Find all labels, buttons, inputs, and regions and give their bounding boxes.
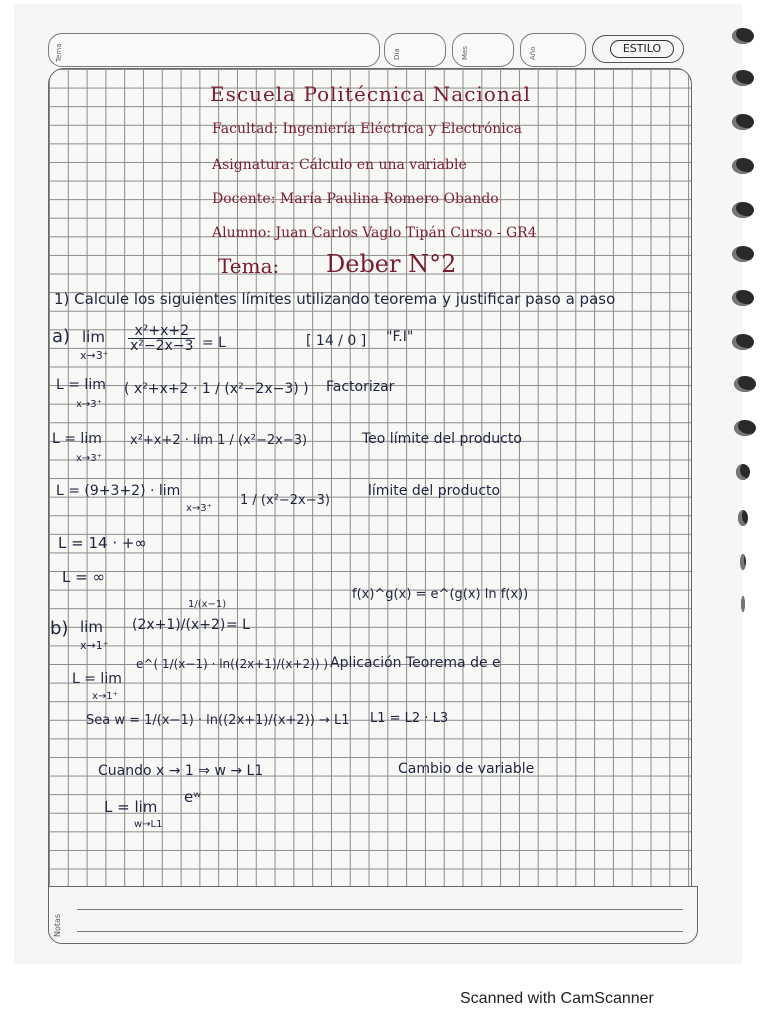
a-step4: L = 14 · +∞ (58, 534, 147, 552)
a-denominator: x²−2x−3 (130, 338, 194, 354)
tema-box (48, 33, 380, 67)
b-step2-note: L1 = L2 · L3 (370, 711, 449, 726)
mes-box (452, 33, 514, 67)
mes-label: Mes (461, 46, 469, 60)
a-step3-expr: 1 / (x²−2x−3) (240, 493, 330, 508)
b-step4-sub: w→L1 (134, 819, 163, 830)
a-step1-expr: ( x²+x+2 · 1 / (x²−2x−3) ) (124, 381, 309, 397)
b-step1-note: Aplicación Teorema de e (330, 655, 501, 671)
a-step5: L = ∞ (62, 568, 105, 586)
ano-label: Año (529, 46, 537, 60)
camscanner-footer: Scanned with CamScanner (460, 990, 654, 1007)
b-lim: lim (80, 618, 103, 636)
a-step2-left: L = lim (52, 431, 102, 447)
b-lim-sub: x→1⁺ (80, 639, 109, 652)
part-b-label: b) (50, 618, 69, 639)
a-step3-sub: x→3⁺ (186, 503, 212, 514)
b-exp-rule: f(x)^g(x) = e^(g(x) ln f(x)) (352, 587, 529, 602)
faculty-line: Facultad: Ingeniería Eléctrica y Electrónica (212, 121, 522, 137)
a-numerator: x²+x+2 (128, 324, 195, 339)
teacher-line: Docente: María Paulina Romero Obando (212, 191, 499, 207)
a-step2-sub: x→3⁺ (76, 453, 102, 464)
ano-box (520, 33, 586, 67)
b-step1-expr: e^( 1/(x−1) · ln((2x+1)/(x+2)) ) (136, 657, 328, 671)
a-step3-note: límite del producto (368, 483, 501, 499)
student-line: Alumno: Juan Carlos Vaglo Tipán Curso - GR4 (212, 225, 537, 241)
b-step4-expr: eʷ (184, 788, 201, 806)
tema-label: Tema (55, 43, 63, 62)
exercise-prompt: 1) Calcule los siguientes límites utilizando teorema y justificar paso a paso (54, 290, 616, 308)
b-step3: Cuando x → 1 ⇒ w → L1 (98, 763, 264, 779)
notes-bar (48, 886, 698, 944)
a-lim-sub: x→3⁺ (80, 349, 109, 362)
brand-logo: ESTILO (610, 40, 674, 58)
dia-label: Día (393, 48, 401, 60)
a-lim: lim (82, 328, 105, 346)
a-step2-expr: x²+x+2 · lim 1 / (x²−2x−3) (130, 433, 308, 448)
b-exponent: 1/(x−1) (188, 599, 227, 610)
b-equals-l: = L (226, 617, 250, 633)
notes-label: Notas (53, 913, 62, 937)
dia-box (384, 33, 446, 67)
a-equals-l: = L (202, 335, 226, 351)
a-indeterminate: [ 14 / 0 ] (306, 333, 367, 349)
b-step4-left: L = lim (104, 798, 158, 816)
tema-heading: Tema: (218, 254, 280, 278)
a-step1-sub: x→3⁺ (76, 399, 102, 410)
page-header (48, 33, 688, 69)
b-step3-note: Cambio de variable (398, 761, 535, 777)
a-step2-note: Teo límite del producto (362, 431, 522, 447)
school-name: Escuela Politécnica Nacional (210, 82, 532, 106)
a-fi: "F.I" (386, 329, 414, 345)
b-step2: Sea w = 1/(x−1) · ln((2x+1)/(x+2)) → L1 (86, 713, 350, 728)
a-step1-note: Factorizar (326, 379, 395, 395)
tema-value: Deber N°2 (326, 250, 457, 278)
b-base: (2x+1)/(x+2) (132, 617, 226, 633)
subject-line: Asignatura: Cálculo en una variable (212, 157, 467, 173)
part-a-label: a) (52, 326, 71, 347)
a-step3-left: L = (9+3+2) · lim (56, 483, 181, 499)
b-step1-left: L = lim (72, 671, 122, 687)
spiral-binding (728, 20, 758, 620)
b-step1-sub: x→1⁺ (92, 691, 118, 702)
a-step1-left: L = lim (56, 377, 106, 393)
